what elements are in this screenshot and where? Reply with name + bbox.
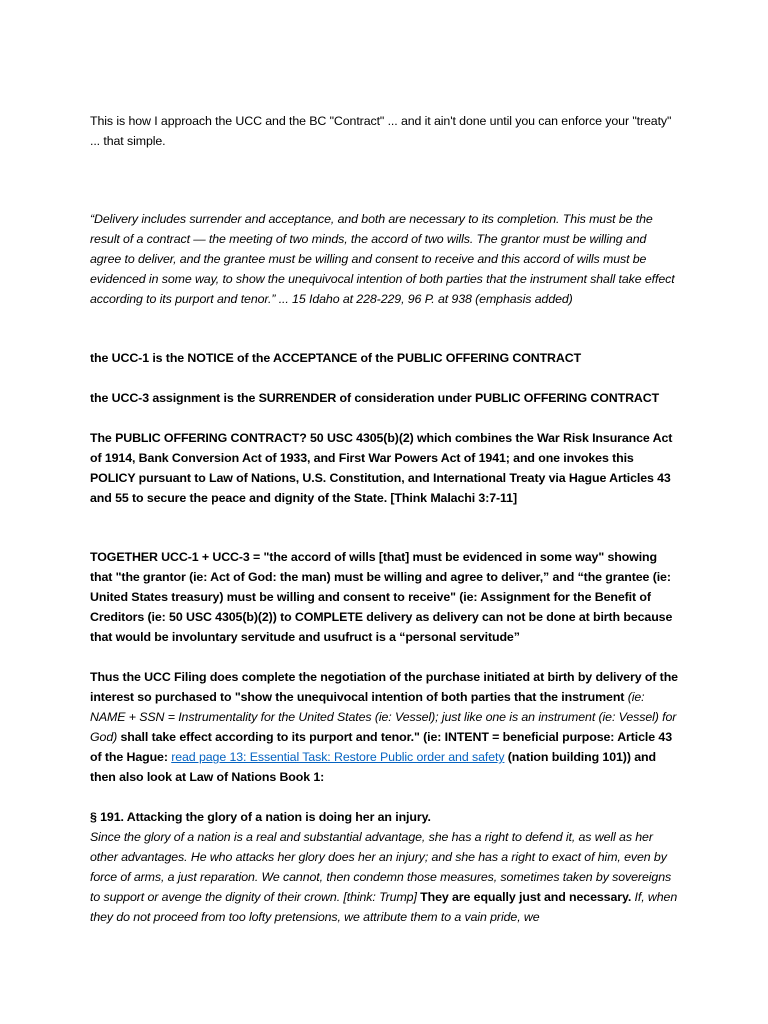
ucc-filing-text-a: Thus the UCC Filing does complete the negotiation of the purchase initiated at birth by delivery of the interest so purchased to "show the unequivocal intention of both parties that the instrument xyxy=(90,670,678,704)
intro-paragraph: This is how I approach the UCC and the BC "Contract" ... and it ain't done until you can enforce your "treaty" ... that simple. xyxy=(90,114,672,148)
ucc1-paragraph: the UCC-1 is the NOTICE of the ACCEPTANCE of the PUBLIC OFFERING CONTRACT xyxy=(90,351,582,365)
public-offering-paragraph: The PUBLIC OFFERING CONTRACT? 50 USC 4305(b)(2) which combines the War Risk Insurance Act of 1914, Bank Conversion Act of 1933, and First War Powers Act of 1941; and one invokes this POLICY pursuant to Law of Nations, U.S. Constitution, and International Treaty via Hague Articles 43 and 55 to secure the peace and dignity of the State. [Think Malachi 3:7-11] xyxy=(90,431,673,505)
ucc-filing-text-c: shall take effect according to its purport and tenor." (ie: INTENT = beneficial purpose: Article 43 of the Hague: xyxy=(90,730,672,764)
ucc3-paragraph: the UCC-3 assignment is the SURRENDER of consideration under PUBLIC OFFERING CONTRACT xyxy=(90,391,660,405)
ucc-filing-text-b: (ie: NAME + SSN = Instrumentality for the United States (ie: Vessel); just like one is an instrument (ie: Vessel) for God) xyxy=(90,690,677,744)
section-191-text-c: If, when they do not proceed from too lofty pretensions, we attribute them to a vain pride, we xyxy=(90,890,678,924)
section-191-body xyxy=(90,827,678,927)
ucc-filing-paragraph xyxy=(90,667,678,787)
section-191-text-b: They are equally just and necessary. xyxy=(416,890,632,904)
quote-paragraph: “Delivery includes surrender and acceptance, and both are necessary to its completion. This must be the result of a contract — the meeting of two minds, the accord of two wills. The grantor must be willing and agree to deliver, and the grantee must be willing and consent to receive and this accord of wills must be evidenced in some way, to show the unequivocal intention of both parties that the instrument shall take effect according to its purport and tenor.” ... 15 Idaho at 228-229, 96 P. at 938 (emphasis added) xyxy=(90,212,675,306)
section-191-heading: § 191. Attacking the glory of a nation is doing her an injury. xyxy=(90,810,431,824)
essential-task-link[interactable]: read page 13: Essential Task: Restore Public order and safety xyxy=(171,750,505,764)
section-191-text-a: Since the glory of a nation is a real and substantial advantage, she has a right to defend it, as well as her other advantages. He who attacks her glory does her an injury; and she has a right to exact of him, even by force of arms, a just reparation. We cannot, then condemn those measures, sometimes taken by sovereigns to support or avenge the dignity of their crown. [think: Trump] xyxy=(90,830,672,904)
ucc-filing-text-d: (nation building 101)) and then also look at Law of Nations Book 1: xyxy=(90,750,656,784)
together-paragraph: TOGETHER UCC-1 + UCC-3 = "the accord of wills [that] must be evidenced in some way" showing that "the grantor (ie: Act of God: the man) must be willing and agree to deliver,” and “the grantee (ie: United States treasury) must be willing and consent to receive" (ie: Assignment for the Benefit of Creditors (ie: 50 USC 4305(b)(2)) to COMPLETE delivery as delivery can not be done at birth because that would be involuntary servitude and usufruct is a “personal servitude” xyxy=(90,550,673,644)
